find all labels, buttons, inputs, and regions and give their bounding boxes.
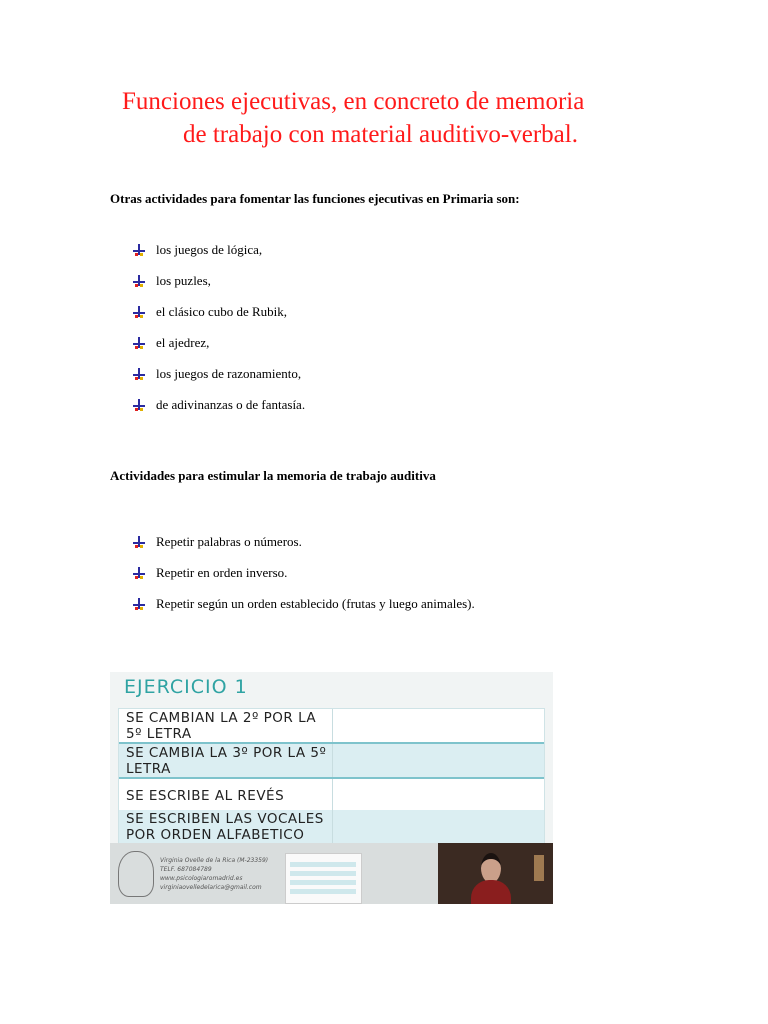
contact-info: Virginia Ovelle de la Rica (M-23359) TELF. 687084789 www.psicologiaromadrid.es virginiaovelledelarica@gmail.com — [160, 857, 269, 891]
table-row: SE CAMBIAN LA 2º POR LA 5º LETRA — [119, 709, 544, 744]
bullet-icon — [133, 275, 145, 287]
title-line-2: de trabajo con material auditivo-verbal. — [183, 121, 578, 148]
exercise-title: EJERCICIO 1 — [124, 676, 248, 698]
list-item: los puzles, — [133, 273, 305, 304]
auditory-activities-list — [133, 534, 475, 627]
list-item: los juegos de lógica, — [133, 242, 305, 273]
exercise-table — [118, 708, 545, 844]
list-item: los juegos de razonamiento, — [133, 366, 305, 397]
slide-footer — [110, 843, 553, 904]
bullet-icon — [133, 536, 145, 548]
bullet-icon — [133, 306, 145, 318]
section-heading-auditory-memory: Actividades para estimular la memoria de trabajo auditiva — [110, 468, 436, 483]
list-item: Repetir palabras o números. — [133, 534, 475, 565]
slide-thumbnail — [285, 853, 362, 904]
list-item: Repetir según un orden establecido (frutas y luego animales). — [133, 596, 475, 627]
list-item: de adivinanzas o de fantasía. — [133, 397, 305, 428]
head-logo-icon — [118, 851, 154, 897]
list-item: el clásico cubo de Rubik, — [133, 304, 305, 335]
bullet-icon — [133, 598, 145, 610]
table-row: SE ESCRIBE AL REVÉS — [119, 779, 544, 814]
bullet-icon — [133, 244, 145, 256]
activities-list — [133, 242, 305, 428]
list-item: Repetir en orden inverso. — [133, 565, 475, 596]
table-row: SE ESCRIBEN LAS VOCALES POR ORDEN ALFABETICO — [119, 810, 544, 843]
exercise-slide-image — [110, 672, 553, 904]
title-line-1: Funciones ejecutivas, en concreto de memoria — [122, 88, 585, 115]
table-row: SE CAMBIA LA 3º POR LA 5º LETRA — [119, 744, 544, 779]
presenter-video — [438, 843, 553, 904]
bullet-icon — [133, 567, 145, 579]
section-heading-activities: Otras actividades para fomentar las funciones ejecutivas en Primaria son: — [110, 191, 520, 206]
bullet-icon — [133, 337, 145, 349]
list-item: el ajedrez, — [133, 335, 305, 366]
bullet-icon — [133, 368, 145, 380]
bullet-icon — [133, 399, 145, 411]
presenter-avatar — [481, 853, 501, 883]
